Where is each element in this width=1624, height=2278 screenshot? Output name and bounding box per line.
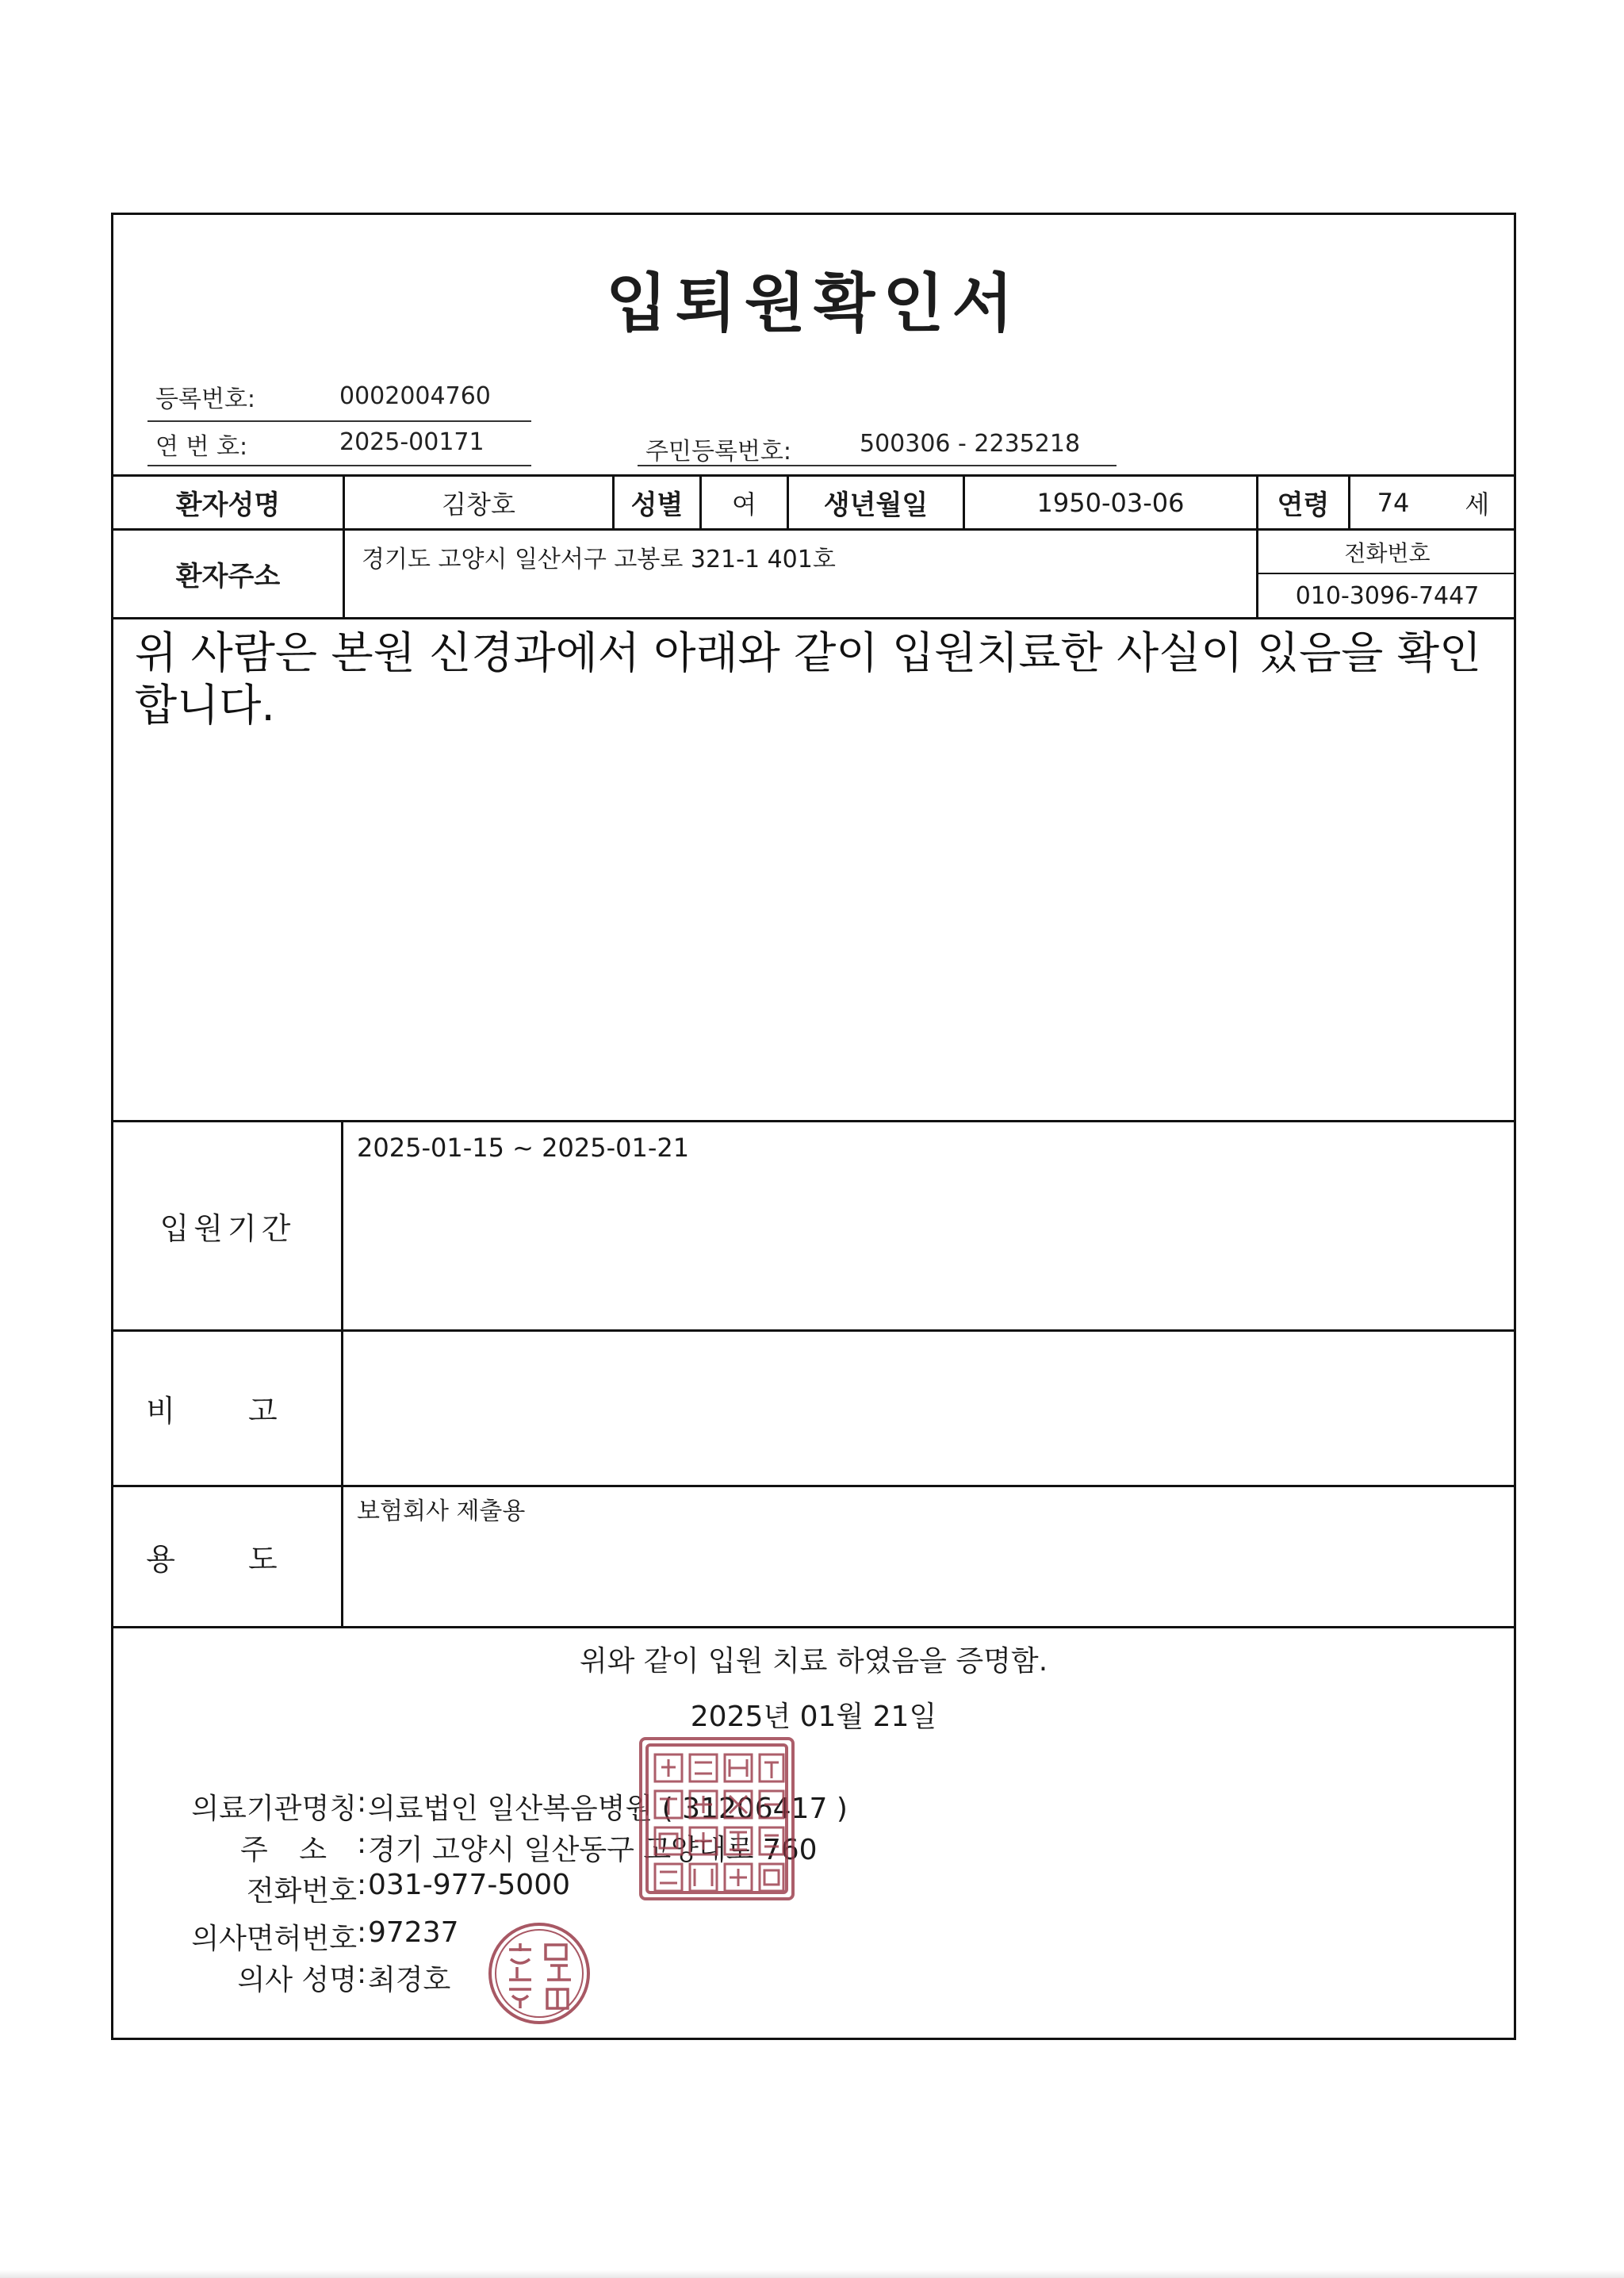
document-title: 입퇴원확인서 xyxy=(606,267,1021,340)
serial-label: 연 번 호: xyxy=(155,433,248,461)
address-label: 환자주소 xyxy=(175,561,281,593)
age-label: 연령 xyxy=(1277,489,1330,521)
address-colon: : xyxy=(357,1827,367,1860)
hospital-phone-label: 전화번호 xyxy=(246,1875,357,1908)
age-unit: 세 xyxy=(1465,489,1490,520)
patient-address: 경기도 고양시 일산서구 고봉로 321-1 401호 xyxy=(362,546,836,573)
serial-underline xyxy=(147,465,531,466)
purpose-label: 용 도 xyxy=(146,1542,309,1577)
hospital-phone: 031-977-5000 xyxy=(368,1869,571,1901)
serial-number: 2025-00171 xyxy=(339,428,485,456)
section-purpose-bottom xyxy=(111,1626,1516,1628)
resident-id: 500306 - 2235218 xyxy=(860,430,1081,458)
doctor-name: 최경호 xyxy=(368,1964,451,1996)
hospital-seal-stamp xyxy=(638,1735,796,1902)
institution-label: 의료기관명칭 xyxy=(191,1793,357,1825)
period-value: 2025-01-15 ~ 2025-01-21 xyxy=(357,1133,690,1163)
patient-age: 74 xyxy=(1377,487,1410,518)
registration-number: 0002004760 xyxy=(339,382,491,410)
purpose-value: 보험회사 제출용 xyxy=(357,1498,526,1525)
registration-label: 등록번호: xyxy=(155,385,256,413)
remarks-label: 비 고 xyxy=(146,1394,309,1429)
hospital-address: 경기 고양시 일산동구 고양대로 760 xyxy=(368,1834,818,1866)
patient-name-label: 환자성명 xyxy=(175,489,281,521)
hospital-address-label: 주 소 xyxy=(240,1834,338,1866)
doctor-colon: : xyxy=(357,1958,367,1990)
license-colon: : xyxy=(357,1916,367,1949)
institution-name: 의료법인 일산복음병원 ( 31206417 ) xyxy=(368,1793,848,1825)
table-bottom-line xyxy=(111,617,1516,619)
license-number: 97237 xyxy=(368,1916,459,1949)
phone-label: 전화번호 xyxy=(1344,539,1431,566)
registration-underline xyxy=(147,420,531,422)
phone-colon: : xyxy=(357,1869,367,1901)
doctor-label: 의사 성명 xyxy=(237,1964,357,1996)
scan-bottom-edge xyxy=(0,2270,1624,2278)
institution-colon: : xyxy=(357,1786,367,1819)
patient-phone: 010-3096-7447 xyxy=(1295,581,1480,610)
birth-label: 생년월일 xyxy=(823,489,929,521)
license-label: 의사면허번호 xyxy=(191,1923,357,1955)
patient-name: 김창호 xyxy=(442,489,515,520)
period-label: 입원기간 xyxy=(159,1211,296,1246)
certify-text: 위와 같이 입원 치료 하였음을 증명함. xyxy=(579,1645,1048,1678)
resident-id-underline xyxy=(638,465,1116,466)
confirmation-statement: 위 사람은 본원 신경과에서 아래와 같이 입원치료한 사실이 있음을 확인합니다. xyxy=(135,627,1482,731)
age-cell xyxy=(1350,477,1516,528)
resident-id-label: 주민등록번호: xyxy=(645,438,791,466)
sex-label: 성별 xyxy=(630,489,684,521)
doctor-seal-stamp xyxy=(485,1919,593,2027)
birth-date: 1950-03-06 xyxy=(1036,487,1185,518)
patient-sex: 여 xyxy=(732,489,756,520)
issue-date: 2025년 01월 21일 xyxy=(690,1701,937,1733)
